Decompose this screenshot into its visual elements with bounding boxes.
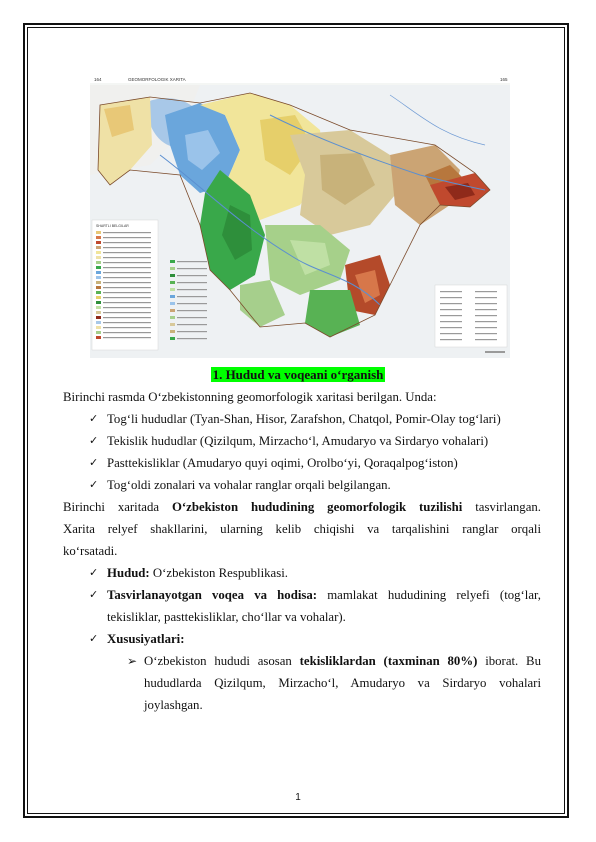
- sub-list-item: [144, 650, 541, 672]
- check-icon: ✓: [89, 413, 99, 425]
- map-header-title: GEOMORFOLOGIK XARITA: [128, 77, 186, 82]
- check-icon: ✓: [89, 457, 99, 469]
- paragraph-line: Xarita relyef shakllarini, ularning kelib chiqishi va tarqalishini ranglar orqali: [63, 522, 541, 536]
- sub-list-text: O‘zbekiston hududi asosan: [144, 654, 300, 668]
- list-item-continuation: tekisliklar, pasttekisliklar, cho‘llar va vohalar).: [107, 610, 346, 624]
- section-heading: [0, 367, 596, 383]
- paragraph-bold-text: O‘zbekiston hududining geomorfologik tuzilishi: [171, 500, 463, 514]
- arrow-right-icon: ➢: [127, 654, 138, 668]
- list-item-label: Xususiyatlari:: [107, 632, 185, 646]
- sub-list-bold-text: tekisliklardan (taxminan 80%): [299, 654, 478, 668]
- list-item: [107, 584, 541, 606]
- map-header-right: 165: [500, 77, 508, 82]
- check-icon: ✓: [89, 567, 99, 579]
- check-icon: ✓: [89, 435, 99, 447]
- check-icon: ✓: [89, 479, 99, 491]
- sub-list-line: joylashgan.: [144, 698, 203, 712]
- list-item-text: O‘zbekiston Respublikasi.: [149, 566, 288, 580]
- list-item-label: Hudud:: [107, 566, 150, 580]
- map-legend: [92, 220, 158, 350]
- list-item: Tog‘oldi zonalari va vohalar ranglar orqali belgilangan.: [107, 478, 391, 492]
- geomorphological-map: [90, 75, 510, 358]
- list-item: Pasttekisliklar (Amudaryo quyi oqimi, Orolbo‘yi, Qoraqalpog‘iston): [107, 456, 458, 470]
- sub-list-text: iborat. Bu: [477, 654, 541, 668]
- paragraph-line: [63, 496, 541, 518]
- check-icon: ✓: [89, 633, 99, 645]
- sub-list-line: hududlarda Qizilqum, Mirzacho‘l, Amudaryo va Sirdaryo vohalari: [144, 676, 541, 690]
- list-item-text: mamlakat hududining relyefi (tog‘lar,: [317, 588, 541, 602]
- paragraph-text: Birinchi xaritada: [63, 500, 172, 514]
- list-item: Tog‘li hududlar (Tyan-Shan, Hisor, Zarafshon, Chatqol, Pomir-Olay tog‘lari): [107, 412, 501, 426]
- map-graphic: [90, 75, 510, 358]
- list-item-label: Tasvirlanayotgan voqea va hodisa:: [107, 588, 318, 602]
- list-item: [107, 628, 541, 650]
- check-icon: ✓: [89, 589, 99, 601]
- map-header-left: 164: [94, 77, 102, 82]
- page-number: 1: [295, 792, 301, 803]
- section-heading-text: 1. Hudud va voqeani o‘rganish: [212, 367, 384, 382]
- intro-paragraph: Birinchi rasmda O‘zbekistonning geomorfologik xaritasi berilgan. Unda:: [63, 390, 437, 404]
- list-item: [107, 562, 541, 584]
- list-item: Tekislik hududlar (Qizilqum, Mirzacho‘l, Amudaryo va Sirdaryo vohalari): [107, 434, 489, 448]
- paragraph-text: tasvirlangan.: [462, 500, 541, 514]
- map-legend-title: SHARTLI BELGILAR: [96, 224, 129, 228]
- paragraph-line: ko‘rsatadi.: [63, 544, 118, 558]
